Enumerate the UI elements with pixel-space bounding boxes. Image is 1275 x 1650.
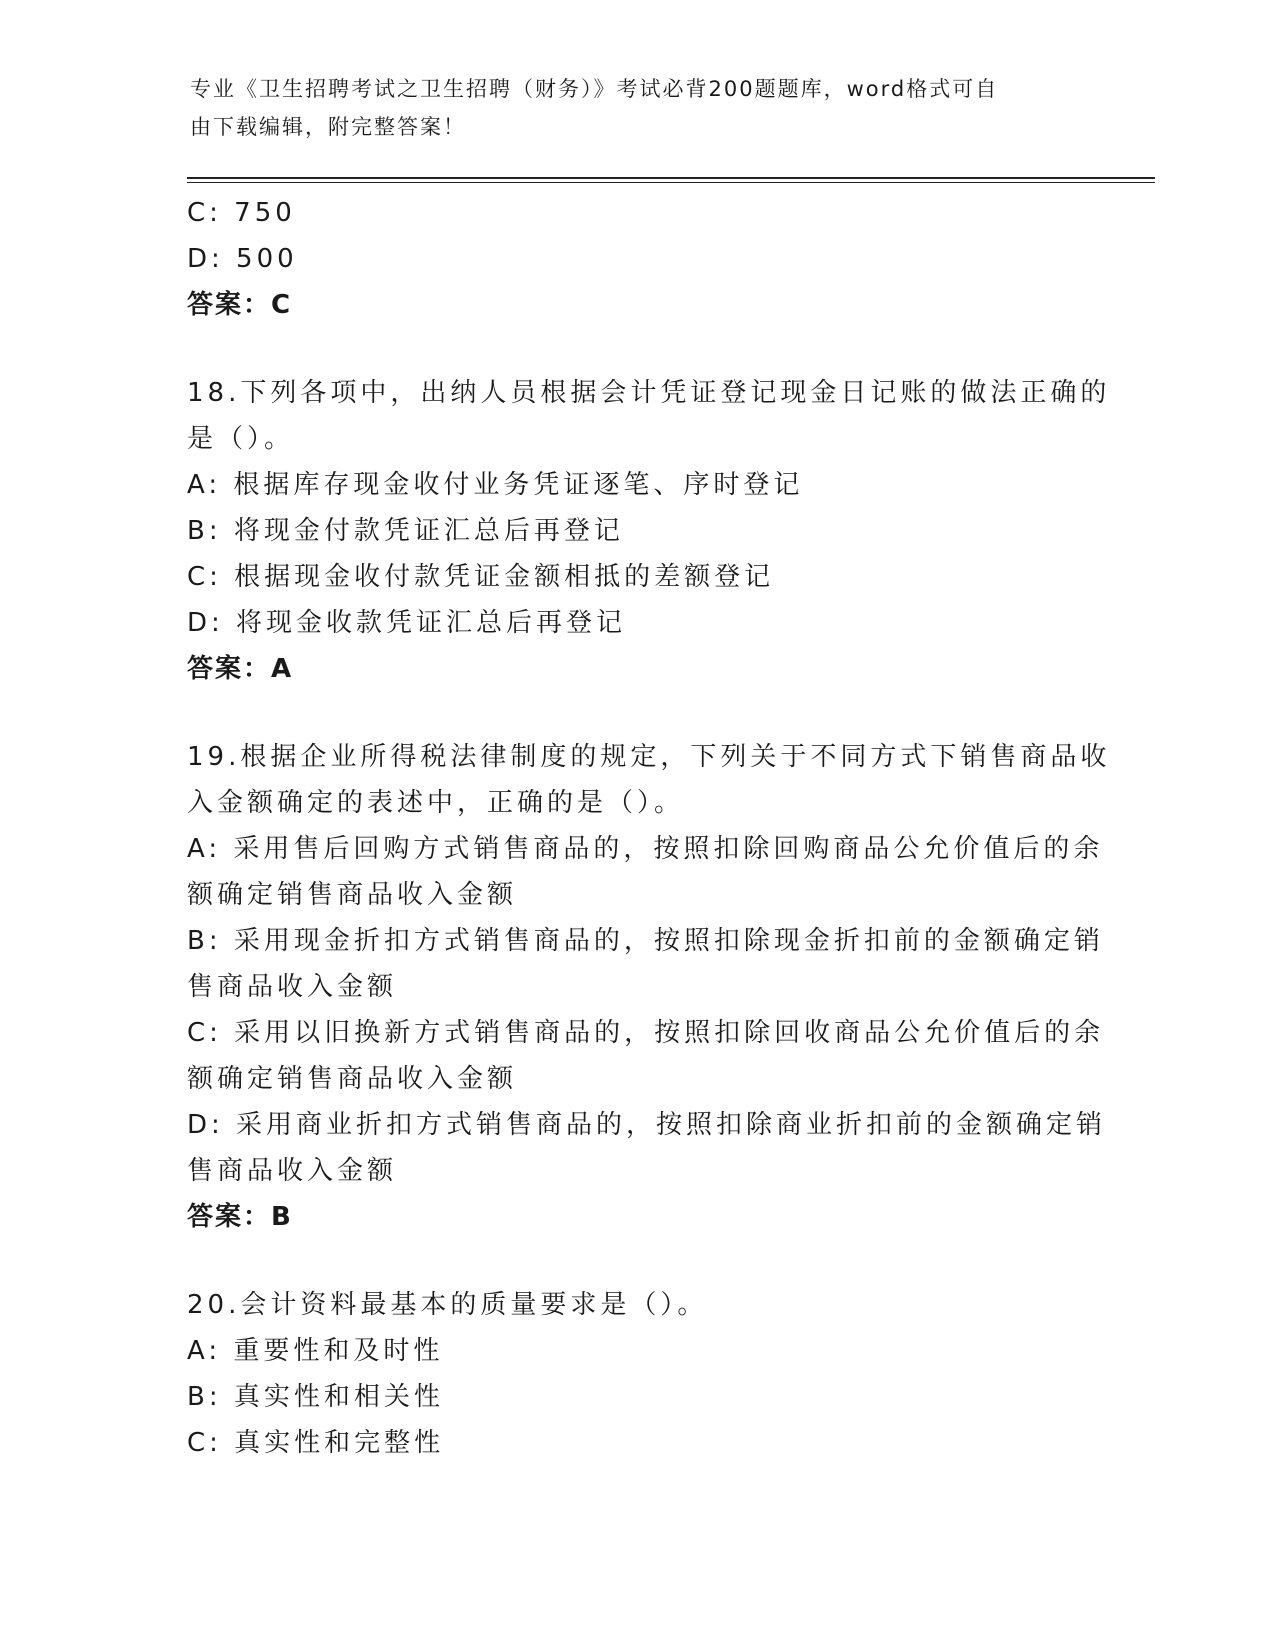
spacer xyxy=(187,1240,1087,1282)
answer: 答案：B xyxy=(187,1202,293,1232)
option-d: D: 500 xyxy=(187,244,298,274)
option-a-cont: 额确定销售商品收入金额 xyxy=(187,880,518,910)
option-a: A: 重要性和及时性 xyxy=(187,1336,444,1366)
question-17-continued xyxy=(187,190,1087,328)
option-c-cont: 额确定销售商品收入金额 xyxy=(187,1064,518,1094)
question-18 xyxy=(187,370,1111,692)
spacer xyxy=(187,692,1087,734)
option-a: A: 根据库存现金收付业务凭证逐笔、序时登记 xyxy=(187,470,804,500)
question-stem-cont: 入金额确定的表述中，正确的是（）。 xyxy=(187,788,685,818)
answer: 答案：C xyxy=(187,290,293,320)
question-20 xyxy=(187,1282,1087,1466)
option-b: B: 采用现金折扣方式销售商品的，按照扣除现金折扣前的金额确定销 xyxy=(187,926,1104,956)
option-c: C: 根据现金收付款凭证金额相抵的差额登记 xyxy=(187,562,775,592)
header-divider-thin xyxy=(187,182,1155,183)
option-d-cont: 售商品收入金额 xyxy=(187,1156,398,1186)
option-c: C: 采用以旧换新方式销售商品的，按照扣除回收商品公允价值后的余 xyxy=(187,1018,1105,1048)
header-divider-thick xyxy=(187,177,1155,179)
answer: 答案：A xyxy=(187,654,294,684)
option-b: B: 将现金付款凭证汇总后再登记 xyxy=(187,516,624,546)
option-d: D: 采用商业折扣方式销售商品的，按照扣除商业折扣前的金额确定销 xyxy=(187,1110,1107,1140)
question-stem: 20.会计资料最基本的质量要求是（）。 xyxy=(187,1290,708,1320)
option-d: D: 将现金收款凭证汇总后再登记 xyxy=(187,608,627,638)
document-body xyxy=(187,190,1111,1466)
question-stem: 19.根据企业所得税法律制度的规定，下列关于不同方式下销售商品收 xyxy=(187,742,1111,772)
option-b: B: 真实性和相关性 xyxy=(187,1382,444,1412)
spacer xyxy=(187,328,1087,370)
question-stem-cont: 是（）。 xyxy=(187,424,295,454)
page-header xyxy=(190,70,1070,146)
option-a: A: 采用售后回购方式销售商品的，按照扣除回购商品公允价值后的余 xyxy=(187,834,1104,864)
question-19 xyxy=(187,734,1111,1240)
header-line-2: 由下载编辑，附完整答案！ xyxy=(190,115,466,139)
option-c: C: 真实性和完整性 xyxy=(187,1428,445,1458)
option-b-cont: 售商品收入金额 xyxy=(187,972,398,1002)
header-line-1: 专业《卫生招聘考试之卫生招聘（财务）》考试必背200题题库，word格式可自 xyxy=(190,77,999,101)
question-stem: 18.下列各项中，出纳人员根据会计凭证登记现金日记账的做法正确的 xyxy=(187,378,1111,408)
option-c: C: 750 xyxy=(187,198,296,228)
